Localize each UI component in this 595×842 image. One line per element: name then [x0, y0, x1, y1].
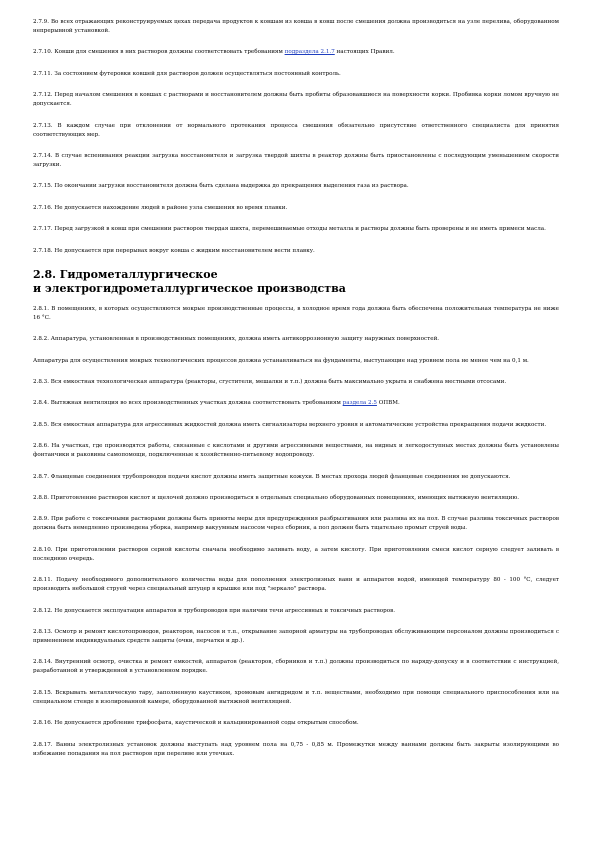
paragraph: [33, 399, 559, 408]
paragraph: 2.8.15. Вскрывать металлическую тару, заполненную каустиком, хромовым ангидридом и т.п. веществами, необходимо при помощи специального приспособления или на специальном стенде в изолированной камере, оборудованной вытяжной вентиляцией.: [33, 689, 559, 705]
paragraph: 2.8.6. На участках, где производятся работы, связанные с кислотами и другими агрессивными веществами, на видных и легкодоступных местах должны быть установлены фонтанчики и раковины самопомощи, подключенные к хозяйственно-питьевому водопроводу.: [33, 443, 559, 459]
section-reference-link[interactable]: подраздела 2.1.7: [284, 49, 335, 56]
paragraph: 2.7.13. В каждом случае при отклонении от нормального протекания процесса смешения обязательно присутствие ответственного специалиста для принятия соответствующих мер.: [33, 122, 559, 138]
paragraphs-bottom: [33, 305, 559, 759]
paragraph-text-before-link: 2.7.10. Ковши для смешения в них растворов должны соответствовать требованиям: [33, 49, 285, 56]
paragraph: 2.8.2. Аппаратура, установленная в производственных помещениях, должна иметь антикоррозионную защиту наружных поверхностей.: [33, 336, 440, 343]
paragraph: 2.8.8. Приготовление растворов кислот и щелочей должно производиться в отдельных специально оборудованных помещениях, имеющих вытяжную вентиляцию.: [33, 495, 520, 502]
paragraph: 2.8.13. Осмотр и ремонт кислотопроводов, реакторов, насосов и т.п., открывание запорной арматуры на трубопроводах обслуживающим персоналом должны производиться с применением индивидуальных средств защиты (очки, перчатки и др.).: [33, 628, 559, 644]
paragraph: 2.7.14. В случае вспенивания реакции загрузка восстановителя и загрузка твердой шихты в реактор должны быть приостановлены с последующим уменьшением скорости загрузки.: [33, 152, 559, 168]
paragraph: 2.8.9. При работе с токсичными растворами должны быть приняты меры для предупреждения разбрызгивания или разлива их на пол. В случае разлива токсичных растворов должна быть немедленно произведена уборка, например вакуумным насосом через сборник, а пол должен быть тщательно промыт струей воды.: [33, 516, 559, 532]
paragraph: 2.8.17. Ванны электролизных установок должны выступать над уровнем пола на 0,75 - 0,85 м. Промежутки между ваннами должны быть закрыты изолирующими во избежание попадания на пол растворов при переливе или утечках.: [33, 741, 559, 757]
paragraph: 2.8.14. Внутренний осмотр, очистка и ремонт емкостей, аппаратов (реакторов, сборников и т.п.) должны производиться по наряду-допуску и в соответствии с инструкцией, разработанной и утвержденной в установленном порядке.: [33, 659, 559, 675]
paragraph: 2.8.16. Не допускается дробление трифосфата, каустической и кальцинированной соды открытым способом.: [33, 720, 359, 727]
paragraph: Аппаратура для осуществления мокрых технологических процессов должна устанавливаться на фундаменты, выступающие над уровнем пола не менее чем на 0,1 м.: [33, 357, 529, 364]
paragraph: 2.7.15. По окончании загрузки восстановителя должна быть сделана выдержка до прекращения выделения газа из раствора.: [33, 183, 409, 190]
section-reference-link[interactable]: раздела 2.5: [342, 400, 377, 407]
paragraph: 2.8.10. При приготовлении растворов серной кислоты сначала необходимо заливать воду, а затем кислоту. При приготовлении смеси кислот серную следует заливать в последнюю очередь.: [33, 546, 559, 562]
paragraph: 2.7.12. Перед началом смешения в ковшах с растворами и восстановителем должны быть пробиты образовавшиеся на поверхности корки. Пробивка корки ломом вручную не допускается.: [33, 92, 559, 108]
section-heading: [33, 268, 559, 296]
section-heading-line-1: 2.8. Гидрометаллургическое: [33, 267, 218, 281]
paragraph: [33, 48, 559, 57]
paragraphs-top: [33, 18, 559, 256]
section-heading-line-2: и электрогидрометаллургическое производства: [33, 281, 346, 295]
paragraph-text-before-link: 2.8.4. Вытяжная вентиляция во всех производственных участках должна соответствовать требованиям: [33, 400, 343, 407]
paragraph: 2.8.1. В помещениях, в которых осуществляются мокрые производственные процессы, в холодное время года должна быть обеспечена положительная температура не ниже 16 °С.: [33, 305, 559, 321]
paragraph: 2.7.18. Не допускается при перерывах вокруг ковша с жидким восстановителем вести плавку.: [33, 247, 315, 254]
paragraph: 2.8.7. Фланцевые соединения трубопроводов подачи кислот должны иметь защитные кожухи. В местах прохода людей фланцевые соединения не допускаются.: [33, 473, 511, 480]
paragraph: 2.8.3. Вся емкостная технологическая аппаратура (реакторы, сгустители, мешалки и т.п.) должна быть максимально укрыта и снабжена местными отсосами.: [33, 379, 507, 386]
paragraph: 2.7.11. За состоянием футеровки ковшей для растворов должен осуществляться постоянный контроль.: [33, 70, 341, 77]
paragraph-text-after-link: настоящих Правил.: [334, 49, 395, 56]
paragraph: 2.7.17. Перед загрузкой в ковш при смешении растворов твердая шихта, перемешиваемые отходы металла и растворы должны быть проверены и не иметь примеси масла.: [33, 226, 546, 233]
paragraph-text-after-link: ОПВМ.: [376, 400, 400, 407]
paragraph: 2.8.5. Вся емкостная аппаратура для агрессивных жидкостей должна иметь сигнализаторы верхнего уровня и автоматические устройства прекращения подачи жидкости.: [33, 421, 547, 428]
paragraph: 2.7.16. Не допускается нахождение людей в районе узла смешения во время плавки.: [33, 204, 288, 211]
paragraph: 2.8.12. Не допускается эксплуатация аппаратов и трубопроводов при наличии течи агрессивных и токсичных растворов.: [33, 607, 396, 614]
paragraph: 2.7.9. Во всех отражающих реконструируемых цехах передача продуктов к ковшам из ковша в ковш после смешения должна производиться на узле перелива, оборудованном непрерывной установкой.: [33, 19, 559, 34]
paragraph: 2.8.11. Подачу необходимого дополнительного количества воды для пополнения электролизных ванн и аппаратов водой, имеющей температуру 80 - 100 °С, следует производить небольшой струей через специальный штуцер в крышке или под "зеркало" раствора.: [33, 577, 559, 593]
